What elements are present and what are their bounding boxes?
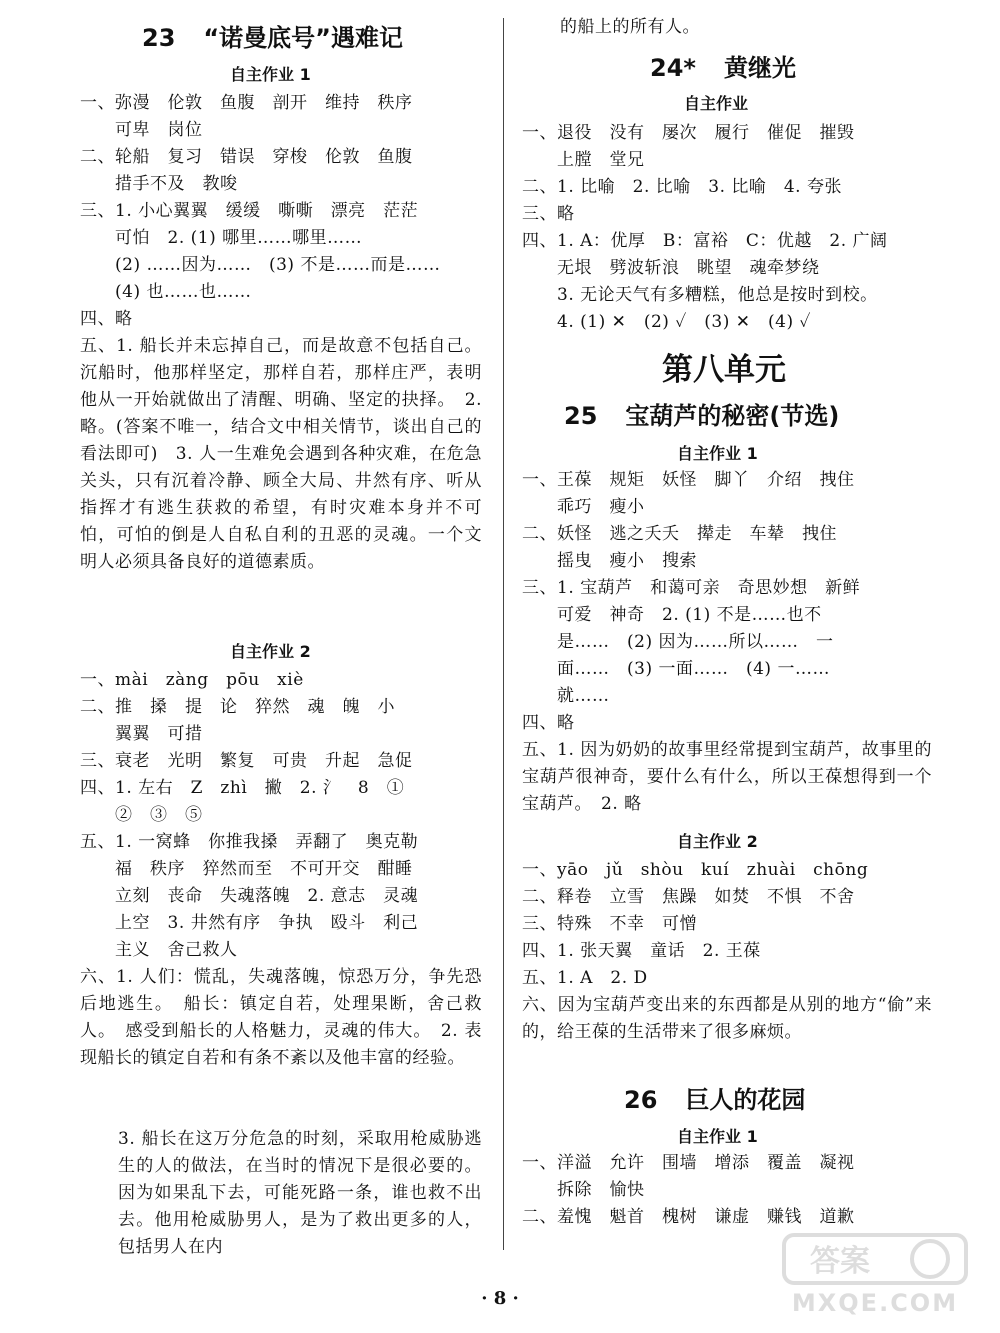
lesson-number: 25 [564, 402, 598, 430]
column-divider [503, 18, 504, 1250]
unit-8-heading: 第八单元 [662, 352, 786, 388]
continued-line: 的船上的所有人。 [560, 17, 700, 37]
homework-2-heading: 自主作业 2 [677, 832, 758, 851]
answer-line: 四、1. 张天翼 童话 2. 王葆 [522, 941, 761, 961]
answer-line: 可爱 神奇 2. (1) 不是……也不 [522, 605, 822, 625]
answer-line: 上膛 堂兄 [522, 150, 645, 170]
answer-line: (4) 也……也…… [80, 282, 252, 302]
answer-line: 二、1. 比喻 2. 比喻 3. 比喻 4. 夸张 [522, 177, 842, 197]
lesson-number: 26 [624, 1086, 658, 1114]
lesson-number: 24* [650, 54, 696, 82]
homework-1-heading: 自主作业 1 [677, 1127, 758, 1146]
answer-line: 立刻 丧命 失魂落魄 2. 意志 灵魂 [80, 886, 419, 906]
lesson-title: 巨人的花园 [685, 1086, 806, 1114]
answer-line: 四、略 [80, 309, 133, 329]
answer-paragraph: 五、1. 船长并未忘掉自己，而是故意不包括自己。沉船时，他那样坚定，那样自若，那样庄严，表明他从一开始就做出了清醒、明确、坚定的抉择。 2. 略。(答案不唯一，结合文中相关情节，谈出自己的看法即可) 3. 人一生难免会遇到各种灾难，在危急关头，只有沉着冷静、顾全大局、井然有序、听从指挥才有逃生获救的希望，有时灾难本身并不可怕，可怕的倒是人自私自利的丑恶的灵魂。一个文明人必须具备良好的道德素质。 [80, 336, 482, 572]
answer-paragraph: 五、1. 因为奶奶的故事里经常提到宝葫芦，故事里的宝葫芦很神奇，要什么有什么，所以王葆想得到一个宝葫芦。 2. 略 [522, 740, 932, 814]
answer-line: 四、略 [522, 713, 575, 733]
answer-line: 是…… (2) 因为……所以…… 一 [522, 632, 834, 652]
answer-line: 3. 无论天气有多糟糕，他总是按时到校。 [522, 285, 878, 305]
answer-line: 二、轮船 复习 错误 穿梭 伦敦 鱼腹 [80, 147, 413, 167]
answer-paragraph: 六、1. 人们：慌乱，失魂落魄，惊恐万分，争先恐后地逃生。 船长：镇定自若，处理果断，舍己救人。 感受到船长的人格魅力，灵魂的伟大。 2. 表现船长的镇定自若和有条不紊以及他丰富的经验。 [80, 967, 482, 1068]
answer-line: 二、释卷 立雪 焦躁 如焚 不惧 不舍 [522, 887, 855, 907]
homework-1-heading: 自主作业 1 [230, 65, 311, 84]
lesson-title: “诺曼底号”遇难记 [203, 24, 403, 52]
answer-line: 乖巧 瘦小 [522, 497, 645, 517]
homework-2-heading: 自主作业 2 [230, 642, 311, 661]
answer-line: 五、1. A 2. D [522, 968, 648, 988]
lesson-title: 黄继光 [723, 54, 796, 82]
svg-text:答案: 答案 [810, 1244, 870, 1279]
answer-line: 福 秩序 猝然而至 不可开交 酣睡 [80, 859, 413, 879]
answer-line: 一、王葆 规矩 妖怪 脚丫 介绍 拽住 [522, 470, 855, 490]
watermark-logo [780, 1231, 970, 1319]
answer-line: 四、1. 左右 Z zhì 撇 2. 氵 8 ① [80, 778, 405, 798]
answer-line: 一、退役 没有 屡次 履行 催促 摧毁 [522, 123, 855, 143]
answer-line: 三、1. 小心翼翼 缓缓 嘶嘶 漂亮 茫茫 [80, 201, 419, 221]
answer-line: 一、弥漫 伦敦 鱼腹 剖开 维持 秩序 [80, 93, 413, 113]
answer-line: 摇曳 瘦小 搜索 [522, 551, 697, 571]
answer-line: 面…… (3) 一面…… (4) 一…… [522, 659, 830, 679]
svg-text:MXQE.COM: MXQE.COM [791, 1289, 959, 1317]
answer-line: (2) ……因为…… (3) 不是……而是…… [80, 255, 441, 275]
answer-line: 翼翼 可措 [80, 724, 203, 744]
answer-line: 可卑 岗位 [80, 120, 203, 140]
page-number: · 8 · [481, 1288, 519, 1309]
lesson-26-heading [624, 1080, 805, 1115]
answer-line: 三、特殊 不幸 可憎 [522, 914, 697, 934]
lesson-25-heading [564, 396, 839, 431]
homework-1-heading: 自主作业 1 [677, 444, 758, 463]
lesson-number: 23 [142, 24, 176, 52]
answer-line: 上空 3. 井然有序 争执 殴斗 利己 [80, 913, 419, 933]
homework-heading: 自主作业 [684, 94, 749, 113]
answer-line: 一、洋溢 允许 围墙 增添 覆盖 凝视 [522, 1153, 855, 1173]
answer-line: 五、1. 一窝蜂 你推我搡 弄翻了 奥克勒 [80, 832, 419, 852]
answer-line: 就…… [522, 686, 610, 706]
answer-line: 4. (1) ✕ (2) ✓ (3) ✕ (4) ✓ [522, 312, 811, 332]
answer-line: ② ③ ⑤ [80, 805, 203, 825]
answer-line: 一、mài zàng pōu xiè [80, 670, 304, 690]
answer-line: 可怕 2. (1) 哪里……哪里…… [80, 228, 363, 248]
answer-line: 主义 舍己救人 [80, 940, 238, 960]
answer-line: 三、1. 宝葫芦 和蔼可亲 奇思妙想 新鲜 [522, 578, 861, 598]
answer-line: 二、推 搡 提 论 猝然 魂 魄 小 [80, 697, 395, 717]
answer-line: 四、1. A：优厚 B：富裕 C：优越 2. 广阔 [522, 231, 888, 251]
lesson-title: 宝葫芦的秘密(节选) [625, 402, 840, 430]
answer-line: 措手不及 教唆 [80, 174, 238, 194]
answer-line: 一、yāo jǔ shòu kuí zhuài chōng [522, 860, 869, 880]
answer-paragraph: 六、因为宝葫芦变出来的东西都是从别的地方“偷”来的，给王葆的生活带来了很多麻烦。 [522, 995, 932, 1042]
answer-line: 无垠 劈波斩浪 眺望 魂牵梦绕 [522, 258, 820, 278]
answer-line: 拆除 愉快 [522, 1180, 645, 1200]
answer-paragraph: 3. 船长在这万分危急的时刻，采取用枪威胁逃生的人的做法，在当时的情况下是很必要的。因为如果乱下去，可能死路一条，谁也救不出去。他用枪威胁男人，是为了救出更多的人，包括男人在内 [118, 1129, 482, 1257]
lesson-24-heading [650, 48, 796, 83]
answer-line: 三、略 [522, 204, 575, 224]
answer-line: 三、衰老 光明 繁复 可贵 升起 急促 [80, 751, 413, 771]
answer-line: 二、羞愧 魁首 槐树 谦虚 赚钱 道歉 [522, 1207, 855, 1227]
answer-line: 二、妖怪 逃之夭夭 撵走 车辇 拽住 [522, 524, 837, 544]
lesson-23-heading [142, 18, 403, 53]
